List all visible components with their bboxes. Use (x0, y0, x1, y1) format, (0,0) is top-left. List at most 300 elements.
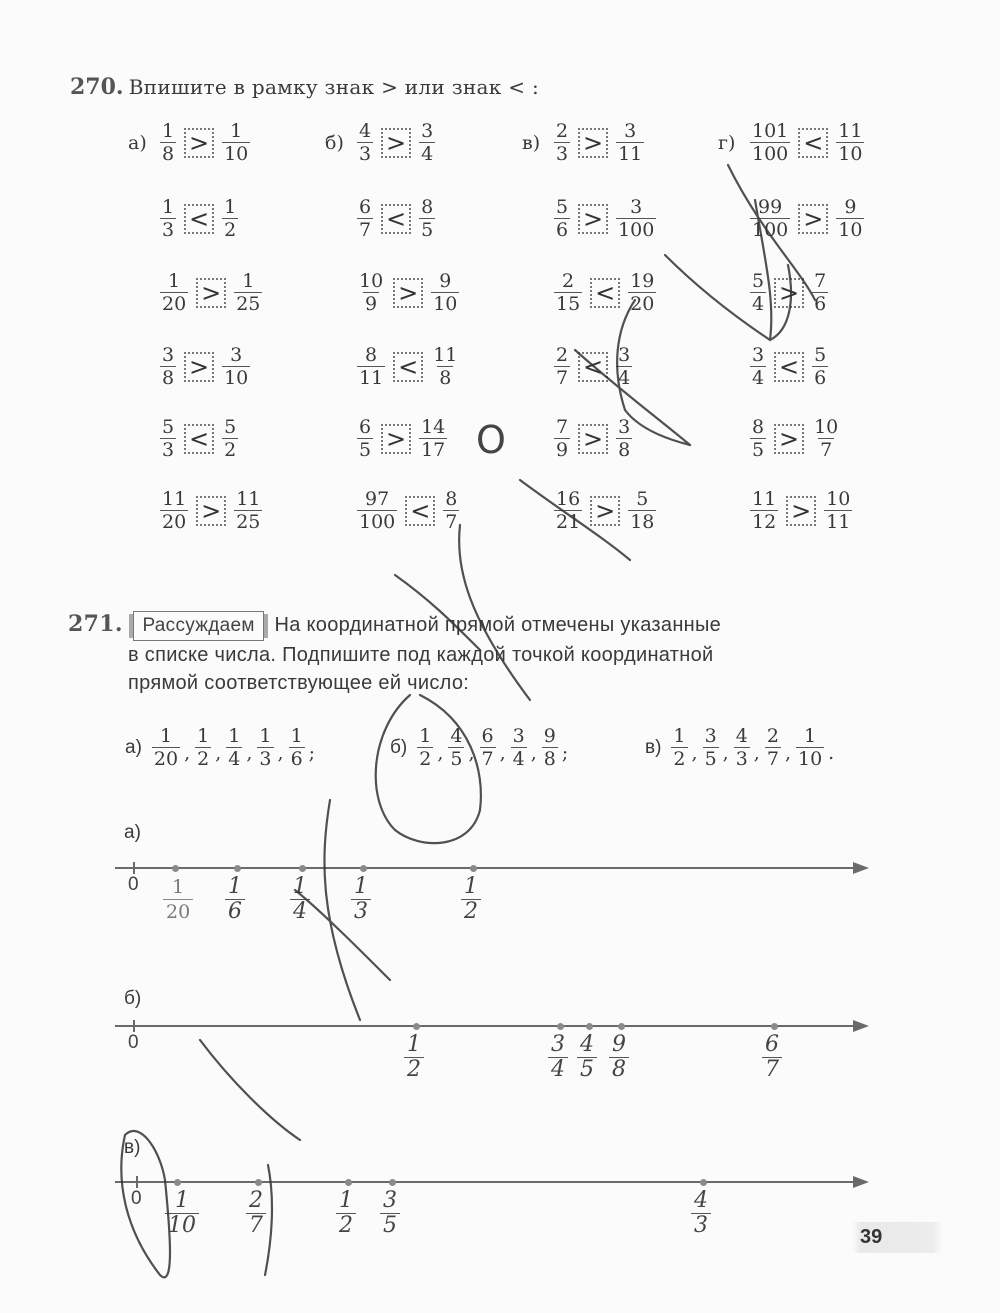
numerator: 9 (439, 270, 452, 292)
sign-box[interactable]: < (405, 496, 435, 526)
separator: , (215, 741, 222, 764)
point-marker[interactable] (172, 865, 179, 872)
numerator: 8 (752, 416, 765, 438)
fraction (234, 270, 262, 315)
numerator: 1 (228, 874, 242, 899)
part-label: а) (128, 132, 147, 154)
numerator: 6 (481, 725, 494, 747)
fraction (357, 196, 373, 241)
numerator: 2 (556, 344, 569, 366)
numerator: 5 (224, 416, 237, 438)
denominator: 4 (752, 367, 765, 389)
fraction (750, 120, 790, 165)
numerator: 2 (766, 725, 779, 747)
numerator: 1 (407, 1032, 421, 1057)
comparison-item (554, 120, 644, 165)
separator: , (468, 741, 475, 764)
fraction (357, 344, 385, 389)
denominator: 2 (336, 1213, 356, 1238)
comparison-item (750, 120, 864, 165)
separator: , (530, 741, 537, 764)
denominator: 4 (752, 293, 765, 315)
sign-box[interactable]: > (196, 496, 226, 526)
denominator: 21 (556, 511, 581, 533)
fraction (750, 270, 766, 315)
point-marker[interactable] (389, 1179, 396, 1186)
task-270-header (70, 74, 539, 100)
denominator: 10 (224, 143, 249, 165)
numerator: 1 (293, 874, 307, 899)
comparison-item (554, 196, 656, 241)
sign-box[interactable]: > (381, 424, 411, 454)
denominator: 3 (556, 143, 569, 165)
fraction (554, 344, 570, 389)
fraction (616, 416, 632, 461)
denominator: 5 (359, 439, 372, 461)
handwritten-point-label (548, 1033, 568, 1082)
numerator: 10 (359, 270, 384, 292)
denominator: 8 (162, 143, 175, 165)
denominator: 5 (380, 1213, 400, 1238)
handwritten-point-label (380, 1189, 400, 1238)
fraction (511, 725, 527, 770)
numerator: 3 (618, 344, 631, 366)
fraction (419, 196, 435, 241)
comparison-item (554, 344, 632, 389)
numerator: 101 (752, 120, 789, 142)
separator: , (437, 741, 444, 764)
point-marker[interactable] (700, 1179, 707, 1186)
numerator: 3 (630, 196, 643, 218)
separator: ; (308, 741, 316, 764)
part-label: г) (718, 132, 736, 154)
numerator: 3 (421, 120, 434, 142)
denominator: 15 (556, 293, 581, 315)
fraction (222, 196, 238, 241)
denominator: 10 (838, 219, 863, 241)
numerator: 10 (814, 416, 839, 438)
coordinate-line (115, 867, 865, 869)
fraction (289, 725, 305, 770)
sign-box[interactable]: < (590, 278, 620, 308)
numerator: 3 (512, 725, 525, 747)
zero-label: 0 (128, 1032, 139, 1053)
denominator: 12 (752, 511, 777, 533)
fraction (554, 416, 570, 461)
denominator: 2 (461, 899, 481, 924)
handwritten-point-label (609, 1033, 629, 1082)
denominator: 20 (153, 748, 179, 770)
fraction (616, 344, 632, 389)
comparison-item (160, 196, 238, 241)
comparison-item (554, 416, 632, 461)
sign-box[interactable]: > (196, 278, 226, 308)
numerator: 4 (580, 1032, 594, 1057)
comparison-item (357, 196, 435, 241)
denominator: 3 (259, 748, 272, 770)
comparison-item (554, 270, 656, 315)
page-number: 39 (852, 1222, 942, 1253)
comparison-item (750, 196, 864, 241)
point-marker[interactable] (174, 1179, 181, 1186)
denominator: 8 (439, 367, 452, 389)
fraction (703, 725, 719, 770)
sign-box[interactable]: > (184, 352, 214, 382)
task-number: 271. (68, 611, 123, 637)
comparison-item (750, 488, 852, 533)
printed-point-label (163, 875, 193, 924)
fraction (234, 488, 262, 533)
handwritten-point-label (351, 875, 371, 924)
numerator: 1 (242, 270, 255, 292)
numerator: 11 (752, 488, 777, 510)
numerator: 6 (359, 416, 372, 438)
reasoning-badge: Рассуждаем (133, 611, 263, 641)
numerator: 5 (162, 416, 175, 438)
denominator: 11 (826, 511, 851, 533)
denominator: 7 (556, 367, 569, 389)
sign-box[interactable]: < (393, 352, 423, 382)
denominator: 25 (236, 293, 261, 315)
fraction (160, 416, 176, 461)
numerator: 1 (162, 196, 175, 218)
numerator: 1 (230, 120, 243, 142)
numerator: 9 (543, 725, 556, 747)
numerator: 1 (168, 270, 181, 292)
numerator: 1 (290, 725, 303, 747)
denominator: 5 (577, 1057, 597, 1082)
sign-box[interactable]: > (578, 204, 608, 234)
numerator: 3 (230, 344, 243, 366)
comparison-item (160, 416, 238, 461)
numerator: 3 (624, 120, 637, 142)
point-marker[interactable] (586, 1023, 593, 1030)
sign-box[interactable]: > (590, 496, 620, 526)
denominator: 4 (512, 748, 525, 770)
fraction (812, 270, 828, 315)
denominator: 3 (162, 439, 175, 461)
fraction (443, 488, 459, 533)
fraction (160, 488, 188, 533)
handwritten-mark: O (476, 418, 506, 462)
fraction (222, 416, 238, 461)
separator: , (691, 741, 698, 764)
handwritten-point-label (404, 1033, 424, 1082)
numerator: 11 (433, 344, 458, 366)
separator: , (753, 741, 760, 764)
sign-box[interactable]: > (774, 278, 804, 308)
sign-box[interactable]: < (774, 352, 804, 382)
numerator: 4 (450, 725, 463, 747)
numerator: 8 (365, 344, 378, 366)
numerator: 3 (618, 416, 631, 438)
fraction (222, 120, 250, 165)
fraction (750, 196, 790, 241)
task-instruction: Впишите в рамку знак > или знак < : (128, 75, 539, 99)
numerator: 2 (249, 1188, 263, 1213)
fraction (554, 120, 570, 165)
denominator: 17 (421, 439, 446, 461)
sign-box[interactable]: > (786, 496, 816, 526)
numerator: 3 (383, 1188, 397, 1213)
numerator: 11 (162, 488, 187, 510)
fraction (417, 725, 433, 770)
numerator: 5 (814, 344, 827, 366)
numerator: 7 (814, 270, 827, 292)
denominator: 100 (618, 219, 655, 241)
numerator: 1 (354, 874, 368, 899)
point-marker[interactable] (470, 865, 477, 872)
point-marker[interactable] (255, 1179, 262, 1186)
numerator: 8 (445, 488, 458, 510)
fraction (812, 344, 828, 389)
numerator: 3 (551, 1032, 565, 1057)
denominator: 4 (421, 143, 434, 165)
numerator: 6 (359, 196, 372, 218)
denominator: 7 (766, 748, 779, 770)
handwritten-point-label (762, 1033, 782, 1082)
numerator: 10 (826, 488, 851, 510)
denominator: 4 (618, 367, 631, 389)
sign-box[interactable]: > (184, 128, 214, 158)
numerator: 99 (758, 196, 783, 218)
numerator: 14 (421, 416, 446, 438)
fraction (554, 488, 582, 533)
fraction (222, 344, 250, 389)
part-label: в) (645, 736, 662, 758)
zero-tick (133, 862, 135, 874)
fraction (628, 270, 656, 315)
fraction (628, 488, 656, 533)
point-marker[interactable] (345, 1179, 352, 1186)
fraction (448, 725, 464, 770)
denominator: 5 (704, 748, 717, 770)
task-text-line: На координатной прямой отмечены указанные (274, 614, 722, 636)
denominator: 8 (609, 1057, 629, 1082)
denominator: 20 (630, 293, 655, 315)
comparison-item (357, 270, 459, 315)
part-label: в) (522, 132, 541, 154)
fraction (357, 488, 397, 533)
sign-box[interactable]: < (578, 352, 608, 382)
point-marker[interactable] (771, 1023, 778, 1030)
fraction (357, 270, 385, 315)
sign-box[interactable]: > (381, 128, 411, 158)
separator: . (828, 741, 835, 764)
sign-box[interactable]: < (184, 424, 214, 454)
denominator: 2 (224, 219, 237, 241)
part-label: б) (325, 132, 344, 154)
numerator: 9 (844, 196, 857, 218)
denominator: 6 (290, 748, 303, 770)
fraction (542, 725, 558, 770)
denominator: 7 (246, 1213, 266, 1238)
zero-label: 0 (131, 1188, 142, 1209)
numerator: 7 (556, 416, 569, 438)
zero-tick (136, 1176, 138, 1188)
comparison-item (750, 344, 828, 389)
fraction (357, 416, 373, 461)
denominator: 10 (838, 143, 863, 165)
point-marker[interactable] (234, 865, 241, 872)
denominator: 2 (404, 1057, 424, 1082)
task-text-line: в списке числа. Подпишите под каждой точкой координатной (128, 644, 714, 666)
denominator: 9 (556, 439, 569, 461)
fraction (836, 196, 864, 241)
separator: , (277, 741, 284, 764)
denominator: 11 (618, 143, 643, 165)
point-marker[interactable] (618, 1023, 625, 1030)
denominator: 6 (814, 367, 827, 389)
denominator: 4 (548, 1057, 568, 1082)
fraction (357, 120, 373, 165)
point-marker[interactable] (360, 865, 367, 872)
denominator: 7 (481, 748, 494, 770)
denominator: 20 (162, 511, 187, 533)
numerator: 1 (339, 1188, 353, 1213)
numerator: 9 (612, 1032, 626, 1057)
fraction (431, 344, 459, 389)
fraction (796, 725, 824, 770)
sign-box[interactable]: < (381, 204, 411, 234)
denominator: 5 (752, 439, 765, 461)
fraction (750, 488, 778, 533)
comparison-item (357, 416, 447, 461)
fraction (160, 120, 176, 165)
numerator: 19 (630, 270, 655, 292)
task-number: 270. (70, 74, 124, 100)
separator: , (246, 741, 253, 764)
denominator: 6 (814, 293, 827, 315)
numerator: 1 (259, 725, 272, 747)
number-list (645, 725, 835, 770)
numerator: 1 (172, 876, 185, 898)
zero-tick (133, 1020, 135, 1032)
fraction (195, 725, 211, 770)
number-line-label: а) (124, 822, 141, 843)
numerator: 2 (562, 270, 575, 292)
comparison-item (160, 270, 262, 315)
fraction (160, 196, 176, 241)
fraction (480, 725, 496, 770)
point-marker[interactable] (557, 1023, 564, 1030)
numerator: 11 (838, 120, 863, 142)
handwritten-point-label (691, 1189, 711, 1238)
denominator: 7 (762, 1057, 782, 1082)
fraction (616, 120, 644, 165)
numerator: 1 (464, 874, 478, 899)
coordinate-line (115, 1181, 865, 1183)
fraction (226, 725, 242, 770)
numerator: 1 (162, 120, 175, 142)
numerator: 8 (421, 196, 434, 218)
numerator: 5 (636, 488, 649, 510)
number-list (390, 725, 569, 770)
comparison-item (160, 344, 250, 389)
numerator: 5 (752, 270, 765, 292)
denominator: 10 (165, 1213, 199, 1238)
sign-box[interactable]: > (774, 424, 804, 454)
numerator: 4 (694, 1188, 708, 1213)
zero-label: 0 (128, 874, 139, 895)
numerator: 1 (197, 725, 210, 747)
sign-box[interactable]: > (798, 204, 828, 234)
number-line-label: б) (124, 988, 142, 1009)
coordinate-line (115, 1025, 865, 1027)
point-marker[interactable] (299, 865, 306, 872)
handwritten-point-label (165, 1189, 199, 1238)
numerator: 3 (752, 344, 765, 366)
denominator: 6 (556, 219, 569, 241)
denominator: 4 (290, 899, 310, 924)
denominator: 2 (673, 748, 686, 770)
numerator: 11 (236, 488, 261, 510)
comparison-item (160, 488, 262, 533)
fraction (160, 344, 176, 389)
denominator: 3 (162, 219, 175, 241)
separator: , (499, 741, 506, 764)
fraction (824, 488, 852, 533)
denominator: 5 (450, 748, 463, 770)
fraction (152, 725, 180, 770)
fraction (750, 344, 766, 389)
denominator: 18 (630, 511, 655, 533)
handwritten-point-label (461, 875, 481, 924)
fraction (431, 270, 459, 315)
denominator: 5 (421, 219, 434, 241)
numerator: 16 (556, 488, 581, 510)
denominator: 7 (359, 219, 372, 241)
comparison-item (357, 120, 435, 165)
fraction (257, 725, 273, 770)
sign-box[interactable]: > (578, 128, 608, 158)
denominator: 20 (163, 899, 193, 924)
point-marker[interactable] (413, 1023, 420, 1030)
handwritten-point-label (577, 1033, 597, 1082)
fraction (419, 416, 447, 461)
sign-box[interactable]: < (798, 128, 828, 158)
denominator: 2 (197, 748, 210, 770)
part-label: б) (390, 736, 408, 758)
denominator: 100 (752, 219, 789, 241)
numerator: 4 (359, 120, 372, 142)
comparison-item (357, 488, 459, 533)
fraction (812, 416, 840, 461)
sign-box[interactable]: > (393, 278, 423, 308)
sign-box[interactable]: > (578, 424, 608, 454)
numerator: 1 (224, 196, 237, 218)
handwritten-point-label (246, 1189, 266, 1238)
denominator: 10 (433, 293, 458, 315)
numerator: 2 (556, 120, 569, 142)
task-271-text (68, 610, 888, 697)
fraction (419, 120, 435, 165)
numerator: 1 (804, 725, 817, 747)
denominator: 9 (365, 293, 378, 315)
fraction (836, 120, 864, 165)
separator: , (184, 741, 191, 764)
denominator: 10 (224, 367, 249, 389)
separator: , (722, 741, 729, 764)
task-text-line: прямой соответствующее ей число: (128, 672, 470, 694)
denominator: 7 (445, 511, 458, 533)
fraction (671, 725, 687, 770)
sign-box[interactable]: < (184, 204, 214, 234)
comparison-item (750, 270, 828, 315)
number-line-label: в) (124, 1137, 141, 1158)
numerator: 1 (419, 725, 432, 747)
denominator: 20 (162, 293, 187, 315)
